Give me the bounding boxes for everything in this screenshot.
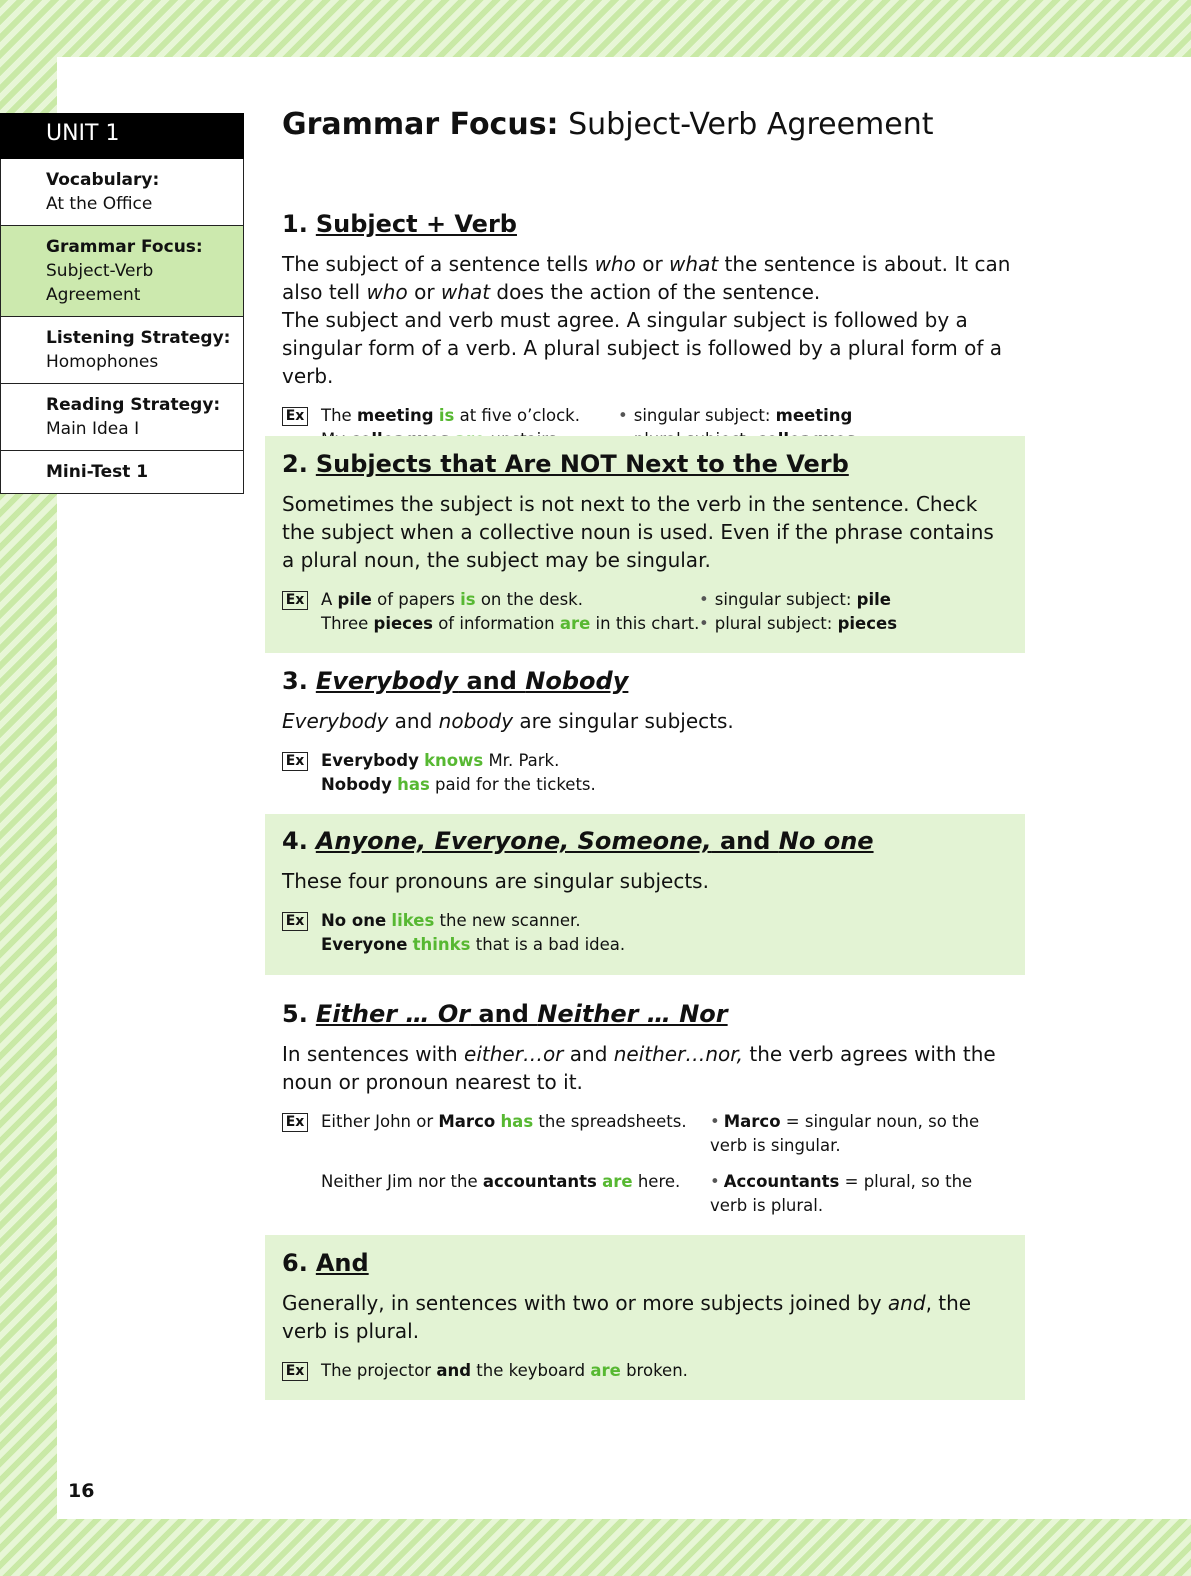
example-icon: Ex: [282, 1113, 308, 1132]
note-item: • singular subject: meeting: [618, 406, 853, 425]
section-heading: [282, 448, 1008, 480]
example-sentence: Everybody knows Mr. Park.: [321, 751, 560, 770]
sidebar-item-vocabulary[interactable]: [0, 159, 244, 226]
example-sentence: Nobody has paid for the tickets.: [321, 775, 596, 794]
example-sentences: [321, 749, 1008, 797]
sidebar-item-subtitle: At the Office: [46, 194, 153, 214]
example-block: [282, 1110, 1008, 1218]
example-sentence: The meeting is at five o’clock.: [321, 406, 580, 425]
note-item: • Marco = singular noun, so the verb is singular.: [710, 1112, 980, 1155]
sidebar-item-title: Reading Strategy:: [46, 395, 221, 415]
section-title: Either … Or and Neither … Nor: [315, 1000, 728, 1028]
section-and: [265, 1235, 1025, 1400]
sidebar-item-title: Mini-Test 1: [46, 462, 149, 482]
example-icon: Ex: [282, 752, 308, 771]
section-title: Subjects that Are NOT Next to the Verb: [315, 450, 849, 478]
sidebar-item-mini-test[interactable]: [0, 451, 244, 494]
main-content: [282, 104, 1024, 152]
unit-header: UNIT 1: [0, 113, 244, 159]
note-item: • Accountants = plural, so the verb is plural.: [710, 1172, 973, 1215]
example-block: [282, 909, 1008, 957]
section-title: Subject + Verb: [315, 210, 517, 238]
section-number: 3.: [282, 667, 308, 695]
section-body: Generally, in sentences with two or more subjects joined by and, the verb is plural.: [282, 1291, 972, 1343]
section-anyone-everyone: [265, 814, 1025, 975]
page-title: [282, 104, 1024, 152]
example-sentence: Neither Jim nor the accountants are here.: [321, 1172, 681, 1191]
example-sentences: [321, 1359, 1008, 1383]
section-number: 1.: [282, 210, 308, 238]
example-sentences: [321, 588, 1008, 636]
section-subject-verb: [265, 208, 1025, 434]
section-body: The subject of a sentence tells who or what the sentence is about. It can also tell who or what does the action of the sentence. The subject and verb must agree. A singular subject is followed by a singular form of a verb. A plural subject is followed by a plural form of a verb.: [282, 252, 1011, 388]
section-body: Sometimes the subject is not next to the verb in the sentence. Check the subject when a collective noun is used. Even if the phrase contains a plural noun, the subject may be singular.: [282, 492, 994, 572]
page-title-rest: Subject-Verb Agreement: [558, 107, 934, 142]
example-block: [282, 1359, 1008, 1383]
section-heading: [282, 208, 1008, 240]
sidebar-item-grammar-focus[interactable]: [0, 226, 244, 317]
section-body: These four pronouns are singular subjects.: [282, 869, 709, 893]
sidebar-item-title: Grammar Focus:: [46, 237, 203, 257]
section-number: 4.: [282, 827, 308, 855]
section-title: Anyone, Everyone, Someone, and No one: [315, 827, 874, 855]
example-notes: [699, 588, 897, 636]
section-heading: [282, 998, 1008, 1030]
page-title-bold: Grammar Focus:: [282, 107, 559, 142]
sidebar-item-reading-strategy[interactable]: [0, 384, 244, 451]
example-sentence: Three pieces of information are in this chart.: [321, 614, 700, 633]
sidebar-item-subtitle: Subject-Verb Agreement: [46, 261, 154, 305]
example-sentence: Either John or Marco has the spreadsheets.: [321, 1112, 687, 1131]
sidebar-item-title: Vocabulary:: [46, 170, 160, 190]
section-title: And: [315, 1249, 369, 1277]
note-item: • plural subject: pieces: [699, 614, 898, 633]
section-heading: [282, 1247, 1008, 1279]
example-sentence: A pile of papers is on the desk.: [321, 590, 583, 609]
example-icon: Ex: [282, 912, 308, 931]
section-either-or-neither-nor: [265, 998, 1025, 1228]
sidebar-item-listening-strategy[interactable]: [0, 317, 244, 384]
sidebar-item-title: Listening Strategy:: [46, 328, 231, 348]
example-sentence: No one likes the new scanner.: [321, 911, 581, 930]
sidebar-item-subtitle: Homophones: [46, 352, 159, 372]
page-number: 16: [68, 1480, 95, 1502]
example-icon: Ex: [282, 1362, 308, 1381]
section-body: Everybody and nobody are singular subjects.: [282, 709, 734, 733]
section-subjects-not-next-to-verb: [265, 436, 1025, 653]
section-title: Everybody and Nobody: [315, 667, 629, 695]
example-sentence: The projector and the keyboard are broken.: [321, 1361, 688, 1380]
section-heading: [282, 665, 1008, 697]
section-everybody-nobody: [265, 665, 1025, 810]
note-item: • singular subject: pile: [699, 590, 891, 609]
example-block: [282, 749, 1008, 797]
unit-sidebar: [0, 113, 244, 494]
section-number: 2.: [282, 450, 308, 478]
example-sentences: [321, 909, 1008, 957]
example-icon: Ex: [282, 407, 308, 426]
example-icon: Ex: [282, 591, 308, 610]
section-body: In sentences with either…or and neither…nor, the verb agrees with the noun or pronoun nearest to it.: [282, 1042, 996, 1094]
section-number: 6.: [282, 1249, 308, 1277]
section-heading: [282, 825, 1008, 857]
example-block: [282, 588, 1008, 636]
section-number: 5.: [282, 1000, 308, 1028]
example-sentence: Everyone thinks that is a bad idea.: [321, 935, 626, 954]
sidebar-item-subtitle: Main Idea I: [46, 419, 140, 439]
